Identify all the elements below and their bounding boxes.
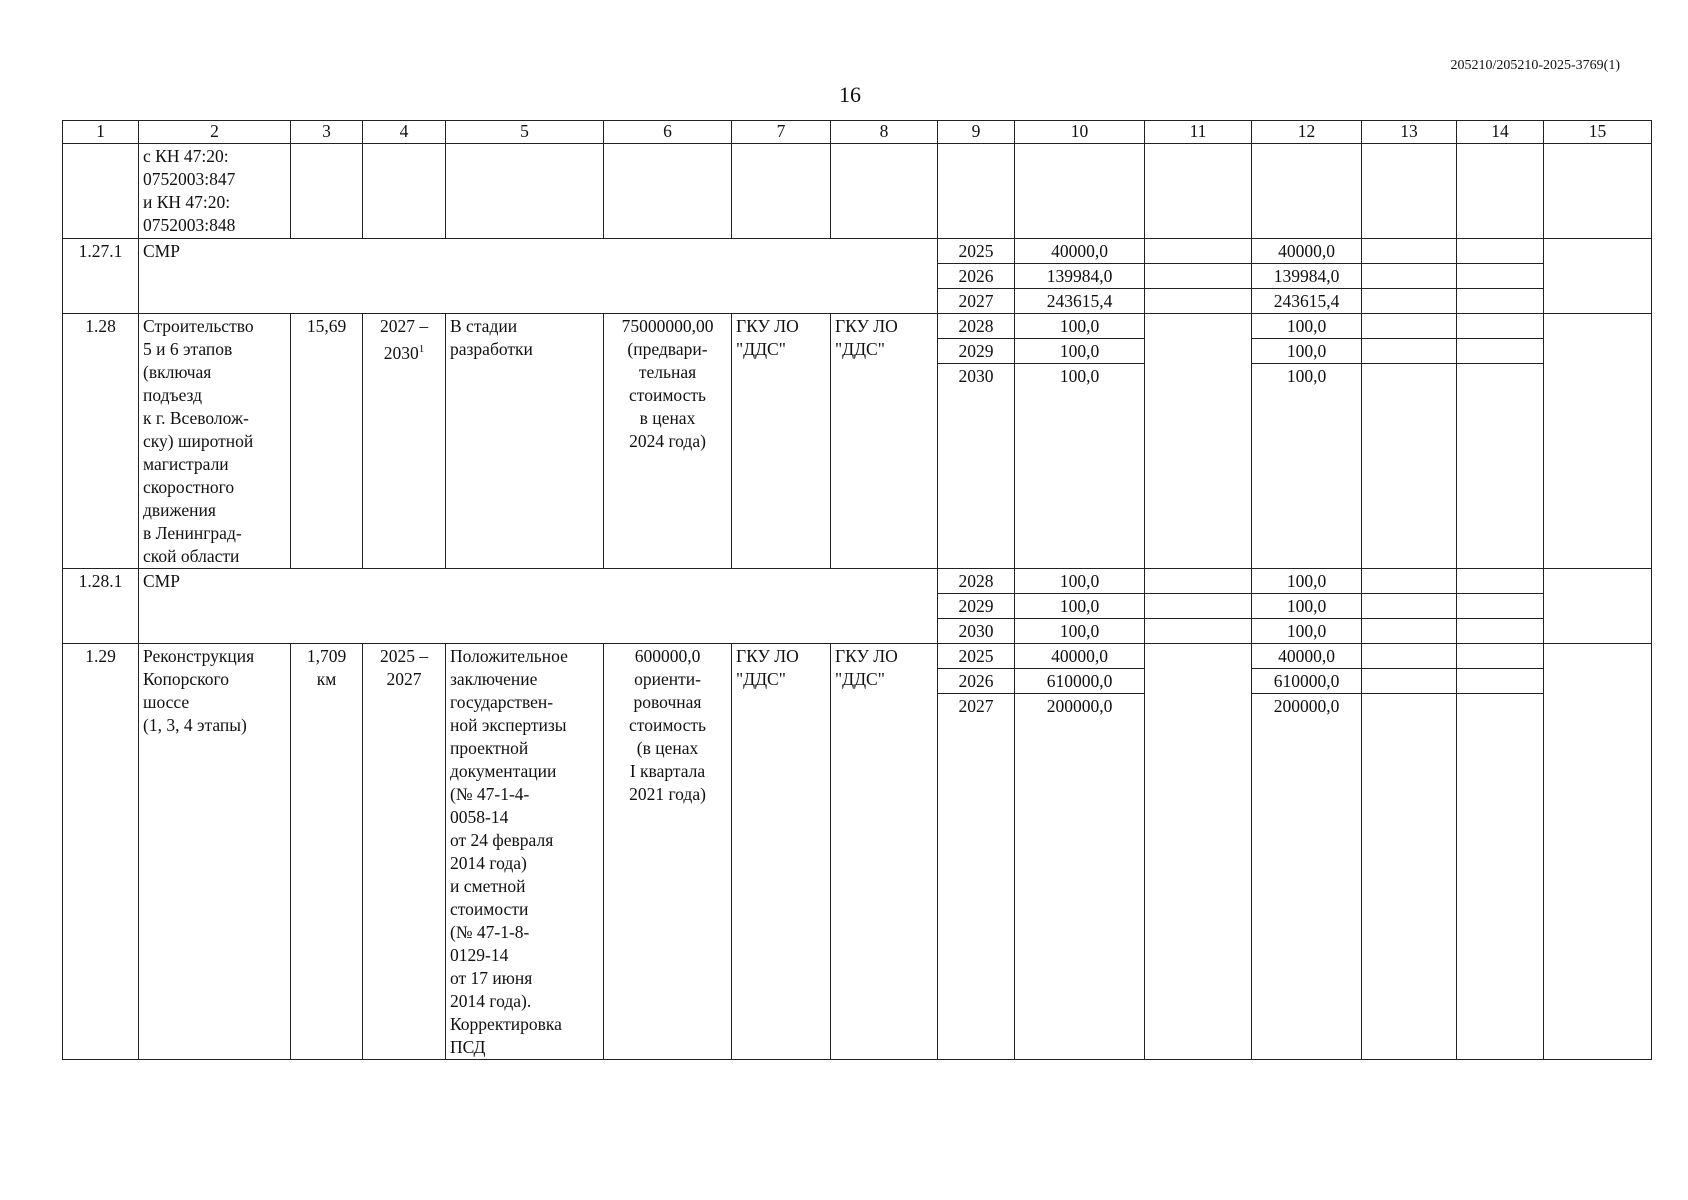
name-line: подъезд bbox=[143, 385, 203, 405]
name-line: ску) широтной bbox=[143, 431, 254, 451]
name-line: (1, 3, 4 этапы) bbox=[143, 715, 247, 735]
length-cell bbox=[291, 644, 363, 1060]
name-line: к г. Всеволож- bbox=[143, 408, 249, 428]
name-line: 5 и 6 этапов bbox=[143, 339, 233, 359]
cell bbox=[363, 144, 446, 239]
name-cell bbox=[139, 644, 291, 1060]
footnote-mark: 1 bbox=[418, 343, 425, 355]
header-cell: 9 bbox=[938, 121, 1015, 144]
status-line: от 24 февраля bbox=[450, 830, 554, 850]
total-cell: 40000,0 bbox=[1015, 644, 1145, 669]
cost-line: стоимость bbox=[629, 385, 706, 405]
cell bbox=[1362, 619, 1457, 644]
cell bbox=[1145, 619, 1252, 644]
status-line: (№ 47-1-4- bbox=[450, 784, 530, 804]
cell bbox=[1457, 264, 1544, 289]
year-cell: 2028 bbox=[938, 569, 1015, 594]
cell bbox=[1362, 339, 1457, 364]
cell bbox=[1457, 239, 1544, 264]
header-cell: 12 bbox=[1252, 121, 1362, 144]
cell bbox=[1362, 694, 1457, 1060]
value-cell: 40000,0 bbox=[1252, 239, 1362, 264]
header-cell: 6 bbox=[604, 121, 732, 144]
period-line: 2025 – bbox=[379, 646, 429, 666]
cell bbox=[1362, 314, 1457, 339]
document-id: 205210/205210-2025-3769(1) bbox=[1450, 58, 1620, 73]
cell bbox=[1457, 314, 1544, 339]
header-cell: 2 bbox=[139, 121, 291, 144]
year-cell: 2025 bbox=[938, 239, 1015, 264]
cell bbox=[1362, 669, 1457, 694]
total-cell: 100,0 bbox=[1015, 569, 1145, 594]
cost-line: I квартала bbox=[629, 761, 706, 781]
cell bbox=[1145, 264, 1252, 289]
year-cell: 2027 bbox=[938, 289, 1015, 314]
header-cell: 15 bbox=[1544, 121, 1652, 144]
status-line: ной экспертизы bbox=[450, 715, 567, 735]
cell bbox=[1544, 314, 1652, 569]
cost-line: стоимость bbox=[629, 715, 706, 735]
period-cell bbox=[363, 314, 446, 569]
cost-line: в ценах bbox=[639, 408, 696, 428]
year-cell: 2027 bbox=[938, 694, 1015, 1060]
cell bbox=[1457, 364, 1544, 569]
value-cell: 40000,0 bbox=[1252, 644, 1362, 669]
num-cell bbox=[63, 144, 139, 239]
cell bbox=[1362, 364, 1457, 569]
table-row bbox=[63, 239, 1652, 264]
total-cell: 610000,0 bbox=[1015, 669, 1145, 694]
name-line: движения bbox=[143, 500, 216, 520]
customer-line: "ДДС" bbox=[736, 339, 786, 359]
length-line: км bbox=[316, 669, 337, 689]
cost-line: 600000,0 bbox=[634, 646, 701, 666]
year-cell: 2029 bbox=[938, 594, 1015, 619]
num-cell: 1.28.1 bbox=[63, 569, 139, 644]
customer-cell bbox=[732, 644, 831, 1060]
value-cell: 100,0 bbox=[1252, 364, 1362, 569]
status-line: документации bbox=[450, 761, 557, 781]
year-cell: 2029 bbox=[938, 339, 1015, 364]
status-line: 2014 года). bbox=[450, 991, 532, 1011]
name-line: шоссе bbox=[143, 692, 190, 712]
cost-line: ровочная bbox=[633, 692, 702, 712]
developer-line: "ДДС" bbox=[835, 339, 885, 359]
status-line: ПСД bbox=[450, 1037, 486, 1057]
header-cell: 5 bbox=[446, 121, 604, 144]
num-cell: 1.28 bbox=[63, 314, 139, 569]
name-line: магистрали bbox=[143, 454, 229, 474]
cell bbox=[1145, 239, 1252, 264]
header-cell: 8 bbox=[831, 121, 938, 144]
cell bbox=[1362, 644, 1457, 669]
status-cell bbox=[446, 314, 604, 569]
length-line: 1,709 bbox=[306, 646, 347, 666]
header-cell: 13 bbox=[1362, 121, 1457, 144]
total-cell: 243615,4 bbox=[1015, 289, 1145, 314]
table-row bbox=[63, 314, 1652, 339]
cell bbox=[1145, 569, 1252, 594]
cell bbox=[1544, 144, 1652, 239]
header-cell: 14 bbox=[1457, 121, 1544, 144]
cell bbox=[1457, 339, 1544, 364]
cell bbox=[732, 144, 831, 239]
total-cell: 100,0 bbox=[1015, 339, 1145, 364]
cell bbox=[1362, 289, 1457, 314]
page-number: 16 bbox=[839, 82, 861, 107]
cell bbox=[604, 144, 732, 239]
total-cell: 100,0 bbox=[1015, 619, 1145, 644]
header-cell: 3 bbox=[291, 121, 363, 144]
cell bbox=[1544, 239, 1652, 314]
status-line: от 17 июня bbox=[450, 968, 533, 988]
table-row bbox=[63, 644, 1652, 669]
customer-line: "ДДС" bbox=[736, 669, 786, 689]
cost-cell bbox=[604, 314, 732, 569]
developer-cell bbox=[831, 644, 938, 1060]
cost-line: тельная bbox=[638, 362, 697, 382]
name-line: 0752003:847 bbox=[143, 169, 236, 189]
total-cell: 100,0 bbox=[1015, 314, 1145, 339]
total-cell: 139984,0 bbox=[1015, 264, 1145, 289]
cell bbox=[1457, 644, 1544, 669]
cell bbox=[1457, 694, 1544, 1060]
table-row bbox=[63, 144, 1652, 239]
cell bbox=[1145, 314, 1252, 569]
cell bbox=[1252, 144, 1362, 239]
cell bbox=[1362, 569, 1457, 594]
value-cell: 139984,0 bbox=[1252, 264, 1362, 289]
data-table bbox=[62, 120, 1652, 1060]
cell bbox=[831, 144, 938, 239]
customer-line: ГКУ ЛО bbox=[736, 646, 799, 666]
num-cell: 1.29 bbox=[63, 644, 139, 1060]
name-line: в Ленинград- bbox=[143, 523, 242, 543]
cost-line: 2021 года) bbox=[629, 784, 706, 804]
cost-line: (предвари- bbox=[627, 339, 708, 359]
developer-line: ГКУ ЛО bbox=[835, 316, 898, 336]
header-cell: 1 bbox=[63, 121, 139, 144]
customer-line: ГКУ ЛО bbox=[736, 316, 799, 336]
year-cell: 2026 bbox=[938, 669, 1015, 694]
status-line: В стадии bbox=[450, 316, 518, 336]
cell bbox=[1544, 644, 1652, 1060]
status-cell bbox=[446, 644, 604, 1060]
period-line: 2027 – bbox=[379, 316, 429, 336]
value-cell: 100,0 bbox=[1252, 594, 1362, 619]
name-cell: СМР bbox=[139, 239, 938, 314]
name-line: Реконструкция bbox=[143, 646, 255, 666]
cost-line: 2024 года) bbox=[629, 431, 706, 451]
period-line: 2030 bbox=[383, 342, 419, 363]
cell bbox=[1457, 569, 1544, 594]
year-cell: 2030 bbox=[938, 619, 1015, 644]
value-cell: 610000,0 bbox=[1252, 669, 1362, 694]
value-cell: 100,0 bbox=[1252, 569, 1362, 594]
cell bbox=[1544, 569, 1652, 644]
cell bbox=[446, 144, 604, 239]
year-cell: 2025 bbox=[938, 644, 1015, 669]
status-line: заключение bbox=[450, 669, 538, 689]
name-cell bbox=[139, 144, 291, 239]
period-cell bbox=[363, 644, 446, 1060]
name-line: скоростного bbox=[143, 477, 235, 497]
cell bbox=[938, 144, 1015, 239]
cell bbox=[1145, 594, 1252, 619]
value-cell: 100,0 bbox=[1252, 314, 1362, 339]
name-line: Строительство bbox=[143, 316, 254, 336]
name-line: (включая bbox=[143, 362, 212, 382]
header-row bbox=[63, 121, 1652, 144]
customer-cell bbox=[732, 314, 831, 569]
num-cell: 1.27.1 bbox=[63, 239, 139, 314]
total-cell: 100,0 bbox=[1015, 364, 1145, 569]
name-cell: СМР bbox=[139, 569, 938, 644]
value-cell: 200000,0 bbox=[1252, 694, 1362, 1060]
cell bbox=[1457, 669, 1544, 694]
total-cell: 100,0 bbox=[1015, 594, 1145, 619]
developer-line: ГКУ ЛО bbox=[835, 646, 898, 666]
cell bbox=[1457, 144, 1544, 239]
cell bbox=[291, 144, 363, 239]
status-line: проектной bbox=[450, 738, 529, 758]
cell bbox=[1362, 239, 1457, 264]
total-cell: 200000,0 bbox=[1015, 694, 1145, 1060]
status-line: и сметной bbox=[450, 876, 526, 896]
status-line: 0058-14 bbox=[450, 807, 509, 827]
name-line: с КН 47:20: bbox=[143, 146, 229, 166]
cell bbox=[1362, 264, 1457, 289]
status-line: стоимости bbox=[450, 899, 529, 919]
developer-line: "ДДС" bbox=[835, 669, 885, 689]
cell bbox=[1362, 144, 1457, 239]
cost-line: 75000000,00 bbox=[621, 316, 714, 336]
name-line: Копорского bbox=[143, 669, 230, 689]
status-line: Положительное bbox=[450, 646, 568, 666]
cost-line: (в ценах bbox=[636, 738, 699, 758]
status-line: (№ 47-1-8- bbox=[450, 922, 530, 942]
year-cell: 2028 bbox=[938, 314, 1015, 339]
cell bbox=[1145, 144, 1252, 239]
cell bbox=[1362, 594, 1457, 619]
cell bbox=[1015, 144, 1145, 239]
value-cell: 100,0 bbox=[1252, 619, 1362, 644]
cell bbox=[1457, 619, 1544, 644]
value-cell: 243615,4 bbox=[1252, 289, 1362, 314]
year-cell: 2026 bbox=[938, 264, 1015, 289]
name-line: и КН 47:20: bbox=[143, 192, 231, 212]
name-line: ской области bbox=[143, 546, 240, 566]
cost-line: ориенти- bbox=[634, 669, 701, 689]
name-cell bbox=[139, 314, 291, 569]
header-cell: 4 bbox=[363, 121, 446, 144]
length-cell: 15,69 bbox=[291, 314, 363, 569]
period-line: 2027 bbox=[386, 669, 422, 689]
cell bbox=[1145, 644, 1252, 1060]
header-cell: 11 bbox=[1145, 121, 1252, 144]
status-line: государствен- bbox=[450, 692, 554, 712]
total-cell: 40000,0 bbox=[1015, 239, 1145, 264]
header-cell: 10 bbox=[1015, 121, 1145, 144]
cost-cell bbox=[604, 644, 732, 1060]
status-line: 0129-14 bbox=[450, 945, 509, 965]
cell bbox=[1457, 594, 1544, 619]
table-row bbox=[63, 569, 1652, 594]
value-cell: 100,0 bbox=[1252, 339, 1362, 364]
name-line: 0752003:848 bbox=[143, 215, 236, 235]
status-line: разработки bbox=[450, 339, 533, 359]
cell bbox=[1457, 289, 1544, 314]
year-cell: 2030 bbox=[938, 364, 1015, 569]
status-line: 2014 года) bbox=[450, 853, 527, 873]
status-line: Корректировка bbox=[450, 1014, 562, 1034]
header-cell: 7 bbox=[732, 121, 831, 144]
cell bbox=[1145, 289, 1252, 314]
developer-cell bbox=[831, 314, 938, 569]
